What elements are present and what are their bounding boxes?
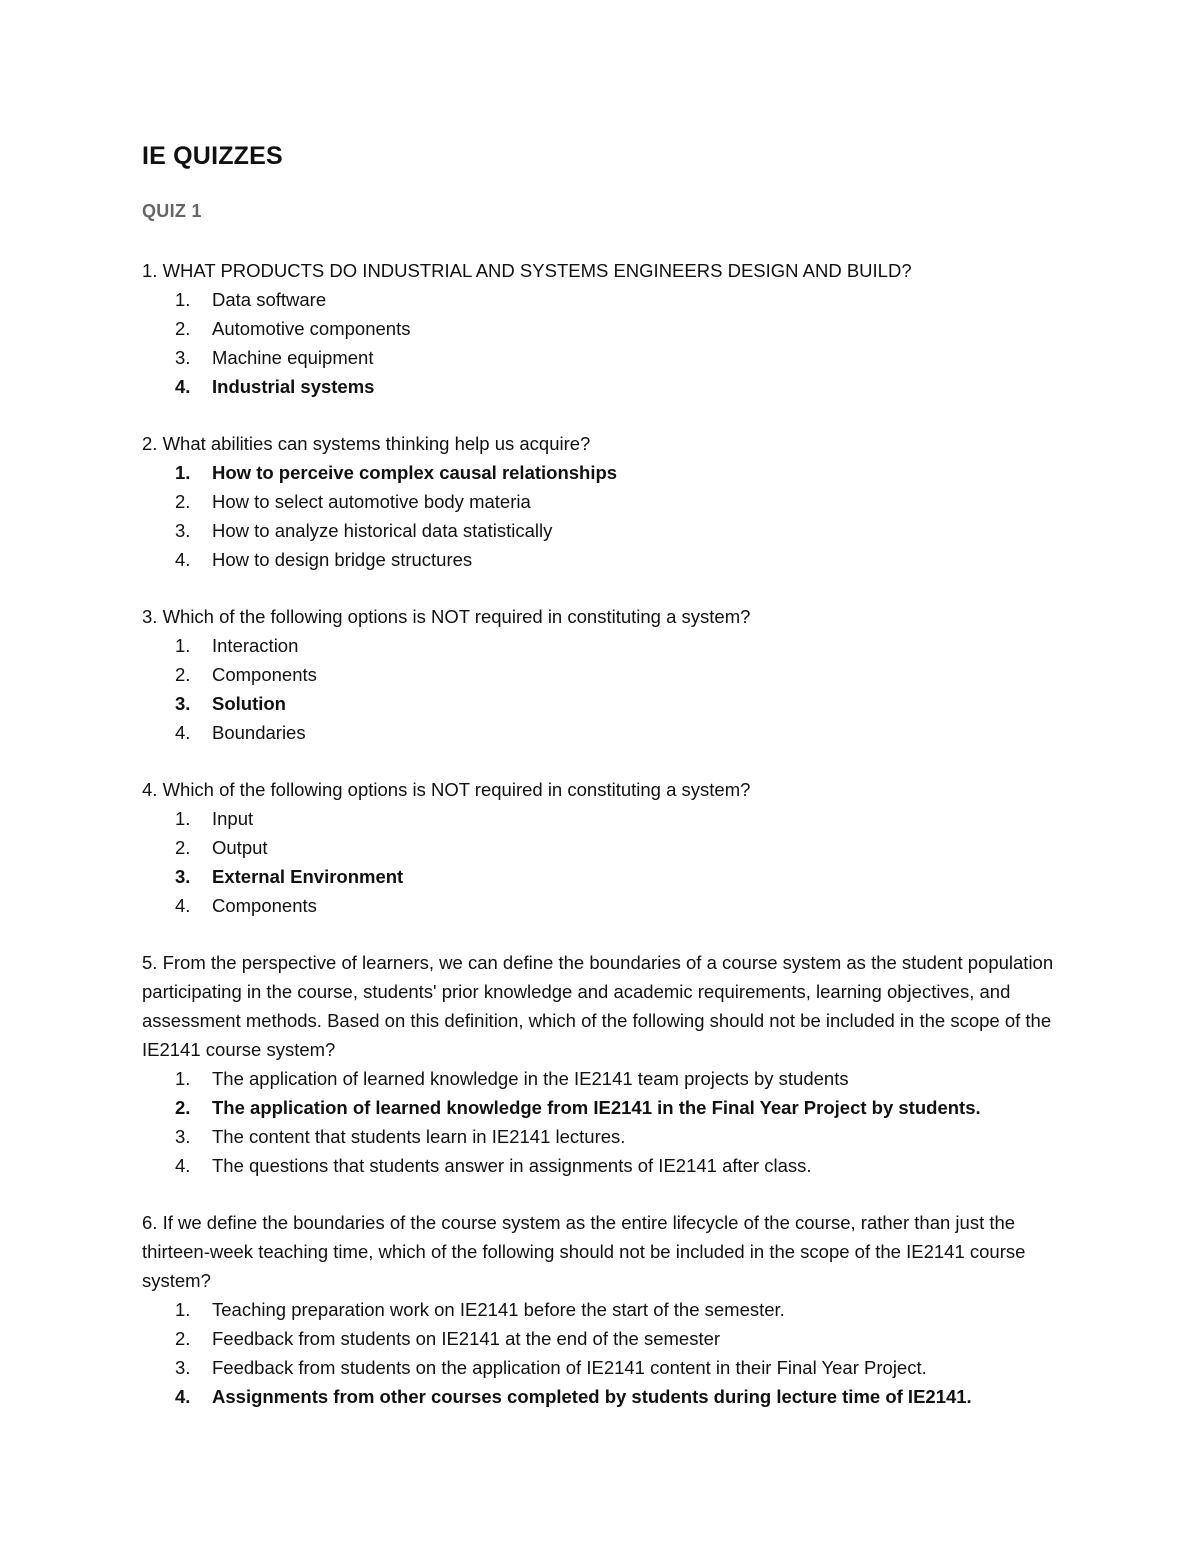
option-list xyxy=(142,285,1072,401)
question-list xyxy=(142,256,1072,1439)
option-number: 3. xyxy=(175,866,191,887)
option-item-correct xyxy=(142,862,1072,891)
option-item xyxy=(142,631,1072,660)
document-title: IE QUIZZES xyxy=(142,142,283,170)
option-number: 1. xyxy=(175,808,191,829)
option-label: How to analyze historical data statistically xyxy=(212,520,553,541)
option-list xyxy=(142,1295,1072,1411)
option-number: 3. xyxy=(175,1357,191,1378)
option-item xyxy=(142,516,1072,545)
option-item xyxy=(142,1151,1072,1180)
option-label: Boundaries xyxy=(212,722,306,743)
option-number: 4. xyxy=(175,376,191,397)
option-item xyxy=(142,487,1072,516)
option-label: The application of learned knowledge in the IE2141 team projects by students xyxy=(212,1068,849,1089)
option-label: Industrial systems xyxy=(212,376,375,397)
option-label: Assignments from other courses completed by students during lecture time of IE2141. xyxy=(212,1386,972,1407)
option-item-correct xyxy=(142,1382,1072,1411)
option-number: 4. xyxy=(175,549,191,570)
option-number: 2. xyxy=(175,1097,191,1118)
option-label: Interaction xyxy=(212,635,299,656)
option-item xyxy=(142,1064,1072,1093)
option-number: 2. xyxy=(175,1328,191,1349)
option-label: Feedback from students on IE2141 at the end of the semester xyxy=(212,1328,721,1349)
option-list xyxy=(142,458,1072,574)
option-list xyxy=(142,804,1072,920)
option-number: 1. xyxy=(175,635,191,656)
option-label: Solution xyxy=(212,693,286,714)
option-label: Components xyxy=(212,895,317,916)
question-text: 6. If we define the boundaries of the course system as the entire lifecycle of the course, rather than just the thirteen-week teaching time, which of the following should not be included in the scope of the IE2141 course system? xyxy=(142,1212,1026,1291)
option-label: How to perceive complex causal relationships xyxy=(212,462,618,483)
option-number: 1. xyxy=(175,1068,191,1089)
option-number: 2. xyxy=(175,664,191,685)
option-label: Teaching preparation work on IE2141 before the start of the semester. xyxy=(212,1299,785,1320)
question-block xyxy=(142,948,1072,1180)
question-text: 1. WHAT PRODUCTS DO INDUSTRIAL AND SYSTEMS ENGINEERS DESIGN AND BUILD? xyxy=(142,260,912,281)
option-item xyxy=(142,660,1072,689)
option-label: How to design bridge structures xyxy=(212,549,473,570)
option-number: 2. xyxy=(175,491,191,512)
option-label: The questions that students answer in assignments of IE2141 after class. xyxy=(212,1155,812,1176)
option-item xyxy=(142,1353,1072,1382)
option-number: 4. xyxy=(175,722,191,743)
question-block xyxy=(142,602,1072,747)
option-label: How to select automotive body materia xyxy=(212,491,531,512)
question-block xyxy=(142,256,1072,401)
option-label: Automotive components xyxy=(212,318,411,339)
option-item-correct xyxy=(142,1093,1072,1122)
option-label: Components xyxy=(212,664,317,685)
question-text: 4. Which of the following options is NOT required in constituting a system? xyxy=(142,779,751,800)
question-text: 3. Which of the following options is NOT required in constituting a system? xyxy=(142,606,751,627)
option-item xyxy=(142,833,1072,862)
option-item xyxy=(142,1295,1072,1324)
option-list xyxy=(142,1064,1072,1180)
option-number: 4. xyxy=(175,1155,191,1176)
option-list xyxy=(142,631,1072,747)
option-label: Feedback from students on the application of IE2141 content in their Final Year Project. xyxy=(212,1357,927,1378)
option-label: Input xyxy=(212,808,254,829)
option-label: The content that students learn in IE2141 lectures. xyxy=(212,1126,626,1147)
option-number: 3. xyxy=(175,347,191,368)
option-number: 2. xyxy=(175,837,191,858)
option-number: 1. xyxy=(175,1299,191,1320)
option-label: External Environment xyxy=(212,866,404,887)
option-number: 4. xyxy=(175,895,191,916)
option-number: 3. xyxy=(175,693,191,714)
option-item-correct xyxy=(142,689,1072,718)
option-item xyxy=(142,285,1072,314)
option-label: Data software xyxy=(212,289,327,310)
quiz-heading: QUIZ 1 xyxy=(142,201,202,221)
option-item xyxy=(142,343,1072,372)
option-number: 3. xyxy=(175,520,191,541)
option-label: The application of learned knowledge from IE2141 in the Final Year Project by students. xyxy=(212,1097,981,1118)
option-item-correct xyxy=(142,372,1072,401)
option-item xyxy=(142,891,1072,920)
question-block xyxy=(142,775,1072,920)
question-block xyxy=(142,1208,1072,1411)
option-number: 4. xyxy=(175,1386,191,1407)
option-number: 1. xyxy=(175,289,191,310)
option-item-correct xyxy=(142,458,1072,487)
question-text: 5. From the perspective of learners, we can define the boundaries of a course system as the student population participating in the course, students' prior knowledge and academic requirements, learning objectives, and assessment methods. Based on this definition, which of the following should not be included in the scope of the IE2141 course system? xyxy=(142,952,1054,1060)
option-item xyxy=(142,718,1072,747)
question-block xyxy=(142,429,1072,574)
option-item xyxy=(142,545,1072,574)
option-item xyxy=(142,314,1072,343)
option-item xyxy=(142,1324,1072,1353)
question-text: 2. What abilities can systems thinking help us acquire? xyxy=(142,433,591,454)
option-label: Machine equipment xyxy=(212,347,374,368)
option-number: 2. xyxy=(175,318,191,339)
option-item xyxy=(142,804,1072,833)
option-number: 1. xyxy=(175,462,191,483)
option-label: Output xyxy=(212,837,268,858)
option-number: 3. xyxy=(175,1126,191,1147)
option-item xyxy=(142,1122,1072,1151)
